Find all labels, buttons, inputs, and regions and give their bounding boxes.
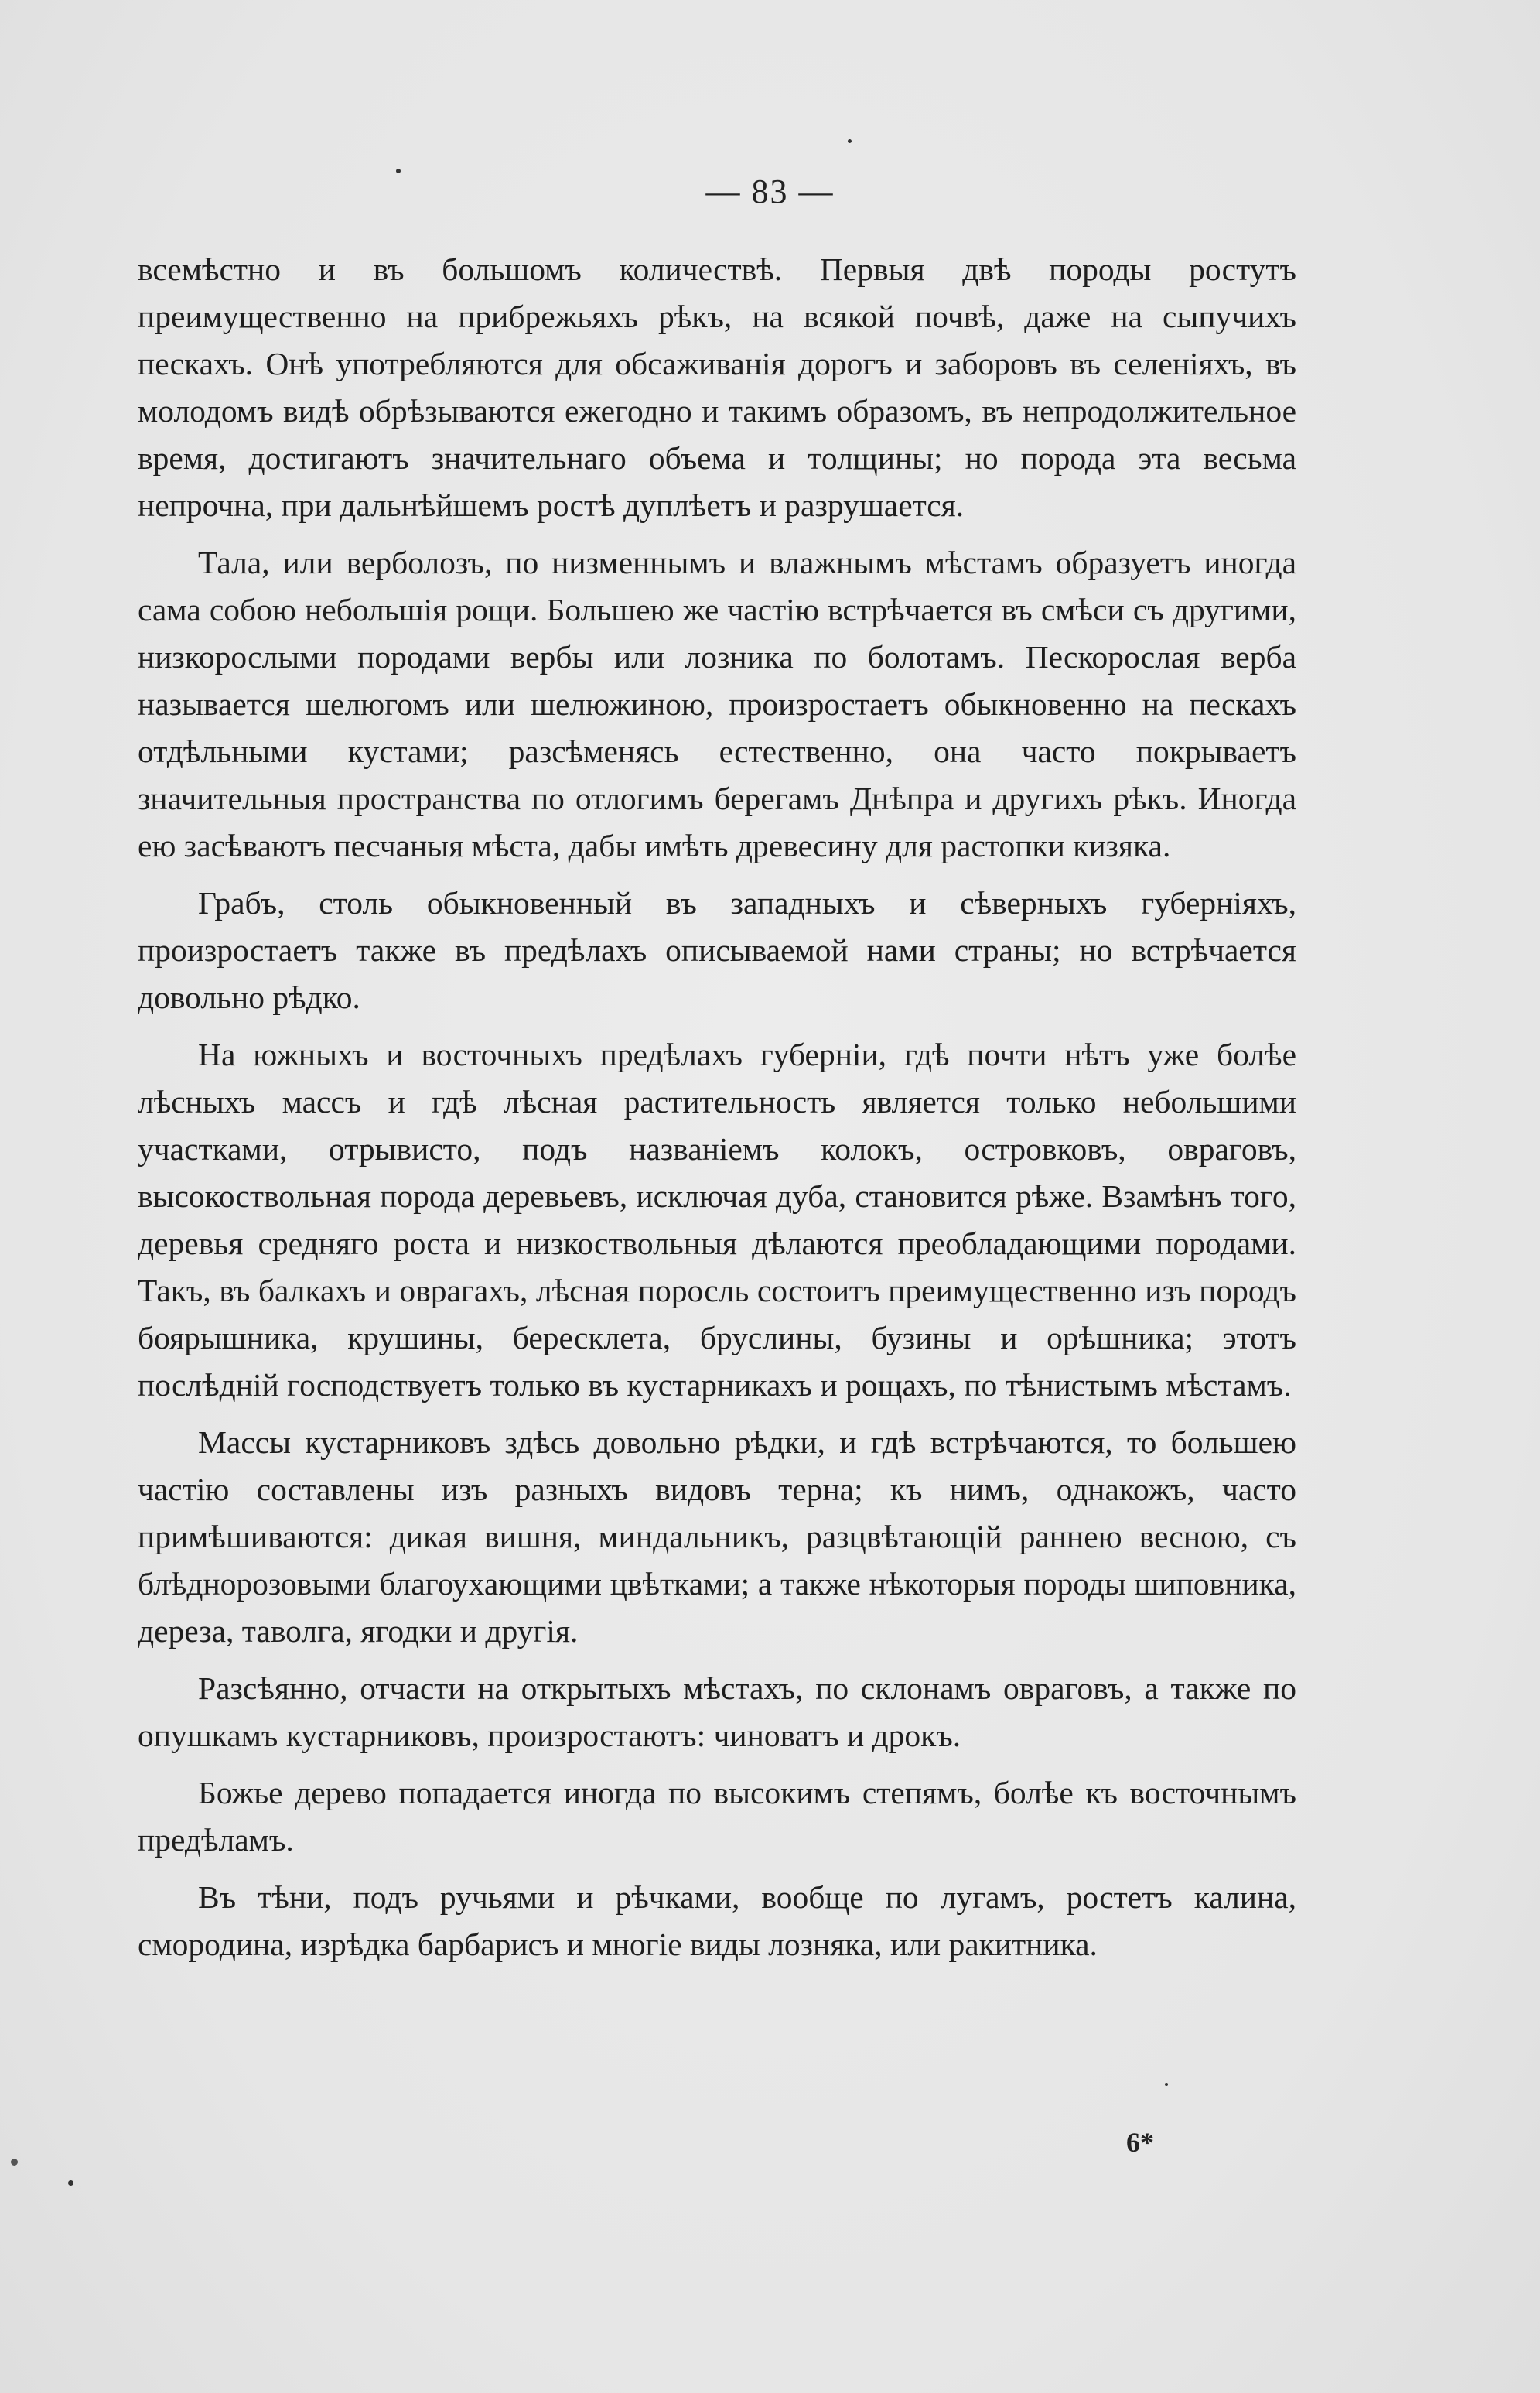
body-text <box>138 246 1296 1978</box>
paragraph-4: На южныхъ и восточныхъ предѣлахъ губерніи, гдѣ почти нѣтъ уже болѣе лѣсныхъ массъ и гдѣ лѣсная растительность является только небольшими участками, отрывисто, подъ названіемъ колокъ, островковъ, овраговъ, высокоствольная порода деревьевъ, исключая дуба, становится рѣже. Взамѣнъ того, деревья средняго роста и низкоствольныя дѣлаются преобладающими породами. Такъ, въ балкахъ и оврагахъ, лѣсная поросль состоитъ преимущественно изъ породъ боярышника, крушины, бересклета, бруслины, бузины и орѣшника; этотъ послѣдній господствуетъ только въ кустарникахъ и рощахъ, по тѣнистымъ мѣстамъ. <box>138 1037 1296 1403</box>
scan-speck <box>396 169 401 173</box>
scan-speck <box>848 139 852 143</box>
paragraph-6: Разсѣянно, отчасти на открытыхъ мѣстахъ, по склонамъ овраговъ, а также по опушкамъ кустарниковъ, произростаютъ: чиноватъ и дрокъ. <box>138 1670 1296 1753</box>
paragraph-8: Въ тѣни, подъ ручьями и рѣчками, вообще по лугамъ, ростетъ калина, смородина, изрѣдка барбарисъ и многіе виды лозняка, или ракитника. <box>138 1879 1296 1962</box>
scan-speck <box>11 2159 18 2166</box>
paragraph-7: Божье дерево попадается иногда по высокимъ степямъ, болѣе къ восточнымъ предѣламъ. <box>138 1775 1296 1858</box>
scan-speck <box>1165 2083 1168 2086</box>
scan-speck <box>68 2180 73 2186</box>
paragraph-5: Массы кустарниковъ здѣсь довольно рѣдки, и гдѣ встрѣчаются, то большею частію составлены изъ разныхъ видовъ терна; къ нимъ, однакожъ, часто примѣшиваются: дикая вишня, миндальникъ, разцвѣтающій раннею весною, съ блѣднорозовыми благоухающими цвѣтками; а также нѣкоторыя породы шиповника, дереза, таволга, ягодки и другія. <box>138 1424 1296 1649</box>
paragraph-3: Грабъ, столь обыкновенный въ западныхъ и сѣверныхъ губерніяхъ, произростаетъ также въ предѣлахъ описываемой нами страны; но встрѣчается довольно рѣдко. <box>138 885 1296 1015</box>
page-number: — 83 — <box>705 173 835 210</box>
paragraph-1: всемѣстно и въ большомъ количествѣ. Первыя двѣ породы ростутъ преимущественно на прибрежьяхъ рѣкъ, на всякой почвѣ, даже на сыпучихъ пескахъ. Онѣ употребляются для обсаживанія дорогъ и заборовъ въ селеніяхъ, въ молодомъ видѣ обрѣзываются ежегодно и такимъ образомъ, въ непродолжительное время, достигаютъ значительнаго объема и толщины; но порода эта весьма непрочна, при дальнѣйшемъ ростѣ дуплѣетъ и разрушается. <box>138 251 1296 523</box>
paragraph-2: Тала, или верболозъ, по низменнымъ и влажнымъ мѣстамъ образуетъ иногда сама собою небольшія рощи. Большею же частію встрѣчается въ смѣси съ другими, низкорослыми породами вербы или лозника по болотамъ. Пескорослая верба называется шелюгомъ или шелюжиною, произростаетъ обыкновенно на пескахъ отдѣльными кустами; разсѣменясь естественно, она часто покрываетъ значительныя пространства по отлогимъ берегамъ Днѣпра и другихъ рѣкъ. Иногда ею засѣваютъ песчаныя мѣста, дабы имѣть древесину для растопки кизяка. <box>138 545 1296 863</box>
signature-mark: 6* <box>1126 2127 1154 2158</box>
